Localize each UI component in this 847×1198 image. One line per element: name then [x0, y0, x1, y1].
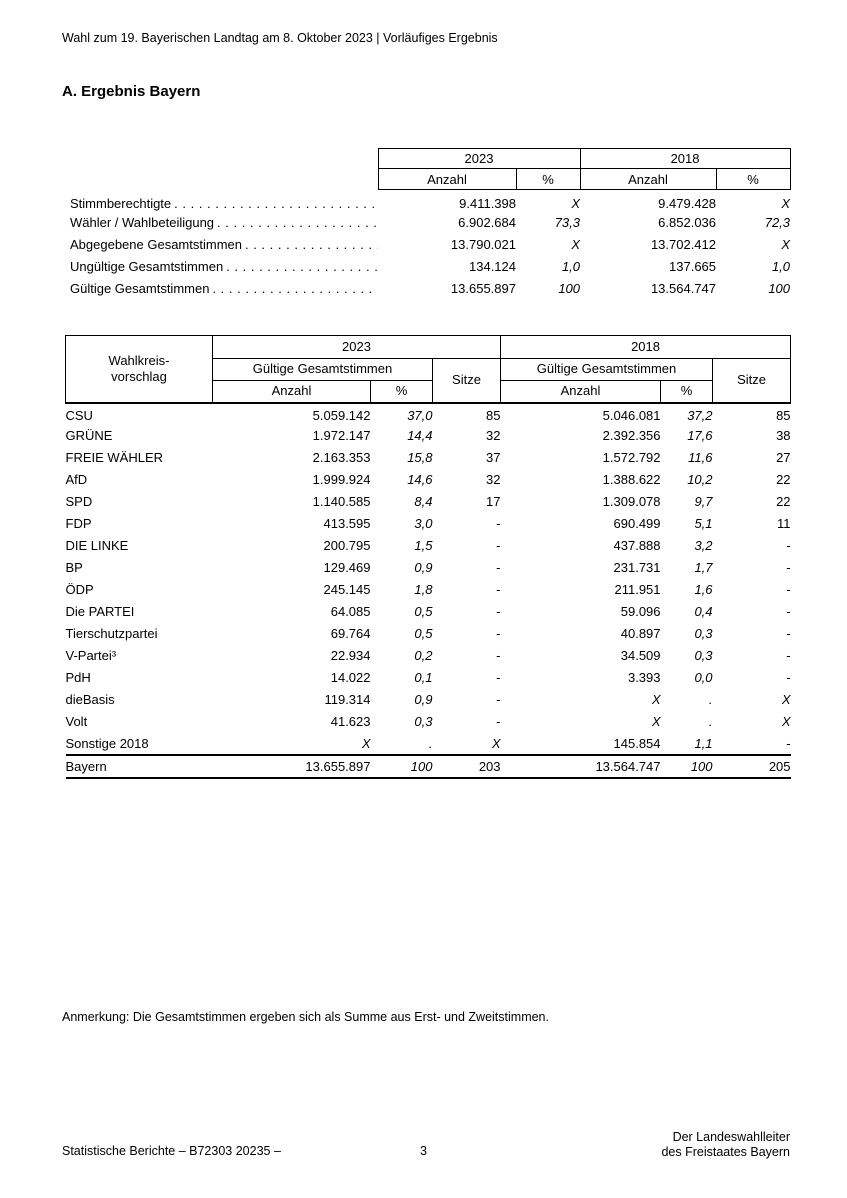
party-value-cell: - — [786, 626, 791, 641]
party-value-cell: 17,6 — [687, 428, 713, 443]
summary-subheader-anzahl-2018: Anzahl — [580, 169, 716, 190]
summary-header-row-sub — [70, 169, 790, 190]
party-subheader-pct-2023: % — [371, 381, 433, 403]
party-value-cell: 15,8 — [407, 450, 433, 465]
party-value-cell: 38 — [776, 428, 791, 443]
party-value-cell: 3.393 — [627, 670, 661, 685]
party-value-cell: - — [496, 582, 501, 597]
party-value-cell: 0,1 — [414, 670, 433, 685]
party-year-2018: 2018 — [501, 336, 791, 359]
party-value-cell: 0,5 — [414, 604, 433, 619]
section-title: A. Ergebnis Bayern — [62, 83, 201, 100]
party-name: FREIE WÄHLER — [65, 450, 164, 465]
summary-value-cell: X — [571, 196, 581, 212]
party-value-cell: 22 — [776, 494, 791, 509]
summary-row — [70, 256, 790, 278]
party-value-cell: 22.934 — [330, 648, 371, 663]
summary-corner-spacer — [70, 149, 378, 169]
party-value-cell: - — [496, 516, 501, 531]
party-value-cell: 200.795 — [323, 538, 371, 553]
party-value-cell: 205 — [713, 755, 791, 778]
party-row — [66, 689, 791, 711]
party-value-cell: 0,2 — [414, 648, 433, 663]
party-value-cell: - — [496, 714, 501, 729]
party-value-cell: 85 — [776, 408, 791, 423]
summary-subheader-pct-2018: % — [716, 169, 790, 190]
summary-row-label — [70, 212, 378, 234]
party-value-cell: 231.731 — [613, 560, 661, 575]
summary-row — [70, 212, 790, 234]
party-value-cell: 413.595 — [323, 516, 371, 531]
party-value-cell: X — [651, 692, 661, 707]
party-value-cell: 1,1 — [694, 735, 713, 751]
party-value-cell: 1.140.585 — [312, 494, 371, 509]
summary-value-cell: 72,3 — [764, 215, 791, 230]
summary-value-cell: 13.790.021 — [450, 237, 516, 252]
party-value-cell: 0,5 — [414, 626, 433, 641]
footer-publisher — [661, 1130, 790, 1160]
summary-subheader-anzahl-2023: Anzahl — [378, 169, 516, 190]
party-value-cell: - — [496, 560, 501, 575]
party-value-cell: 8,4 — [414, 494, 433, 509]
party-value-cell: . — [708, 714, 713, 729]
party-value-cell: 40.897 — [620, 626, 661, 641]
party-value-cell: 14,6 — [407, 472, 433, 487]
page-number: 3 — [420, 1144, 427, 1158]
footer-series: Statistische Berichte – B72303 20235 – — [62, 1144, 281, 1158]
party-value-cell: 41.623 — [330, 714, 371, 729]
summary-row-label-text: Abgegebene Gesamtstimmen — [70, 237, 242, 252]
party-name: ÖDP — [65, 582, 94, 597]
party-name: AfD — [65, 472, 88, 487]
party-value-cell: 245.145 — [323, 582, 371, 597]
party-value-cell: 22 — [776, 472, 791, 487]
party-year-2023: 2023 — [213, 336, 501, 359]
party-value-cell: 14.022 — [330, 670, 371, 685]
party-name: PdH — [65, 670, 91, 685]
summary-table-body — [70, 190, 790, 300]
party-row — [66, 601, 791, 623]
party-value-cell: 203 — [433, 755, 501, 778]
summary-row — [70, 278, 790, 300]
dot-leader — [217, 215, 378, 230]
party-table — [65, 335, 791, 779]
footnote: Anmerkung: Die Gesamtstimmen ergeben sich als Summe aus Erst- und Zweitstimmen. — [62, 1010, 549, 1024]
party-value-cell: 0,3 — [694, 626, 713, 641]
summary-year-2018: 2018 — [580, 149, 790, 169]
party-value-cell: 1,6 — [694, 582, 713, 597]
party-value-cell: 0,9 — [414, 560, 433, 575]
party-row — [66, 579, 791, 601]
party-value-cell: 32 — [486, 472, 501, 487]
party-corner-line1: Wahlkreis- — [108, 352, 170, 368]
party-corner-line2: vorschlag — [111, 368, 167, 384]
party-row — [66, 491, 791, 513]
summary-value-cell: 13.702.412 — [650, 237, 717, 252]
party-name: FDP — [65, 516, 92, 531]
party-value-cell: 64.085 — [330, 604, 371, 619]
party-value-cell: - — [496, 692, 501, 707]
summary-header-row-years — [70, 149, 790, 169]
party-value-cell: 211.951 — [614, 582, 661, 597]
party-value-cell: 69.764 — [330, 626, 371, 641]
summary-value-cell: 9.479.428 — [658, 196, 717, 212]
summary-row-label-text: Stimmberechtigte — [70, 196, 172, 211]
summary-value-cell: 13.655.897 — [450, 281, 516, 296]
party-name: V-Partei³ — [65, 648, 117, 663]
party-value-cell: - — [786, 582, 791, 597]
party-row — [66, 557, 791, 579]
dot-leader — [174, 196, 378, 211]
party-value-cell: - — [496, 670, 501, 685]
party-value-cell: 0,4 — [694, 604, 713, 619]
party-table-body — [66, 403, 791, 778]
party-value-cell: 11,6 — [688, 450, 713, 465]
party-value-cell: - — [496, 648, 501, 663]
summary-row-label — [70, 278, 378, 300]
party-row — [66, 425, 791, 447]
party-name: Sonstige 2018 — [65, 735, 149, 751]
party-value-cell: 10,2 — [687, 472, 713, 487]
party-value-cell: - — [786, 538, 791, 553]
party-value-cell: 690.499 — [613, 516, 661, 531]
party-name: dieBasis — [65, 692, 115, 707]
party-value-cell: . — [428, 735, 433, 751]
party-row — [66, 403, 791, 425]
summary-row-label — [70, 190, 378, 212]
party-name: Volt — [65, 714, 88, 729]
summary-value-cell: 100 — [558, 281, 581, 296]
party-value-cell: X — [781, 714, 791, 729]
party-value-cell: 100 — [371, 755, 433, 778]
summary-value-cell: X — [781, 237, 791, 252]
party-name: Bayern — [66, 755, 213, 778]
party-valid-votes-2023: Gültige Gesamtstimmen — [213, 359, 433, 381]
party-value-cell: 1.972.147 — [312, 428, 371, 443]
summary-value-cell: 1,0 — [771, 259, 791, 274]
party-value-cell: 1.388.622 — [602, 472, 661, 487]
party-value-cell: 1.572.792 — [602, 450, 661, 465]
party-valid-votes-2018: Gültige Gesamtstimmen — [501, 359, 713, 381]
party-row — [66, 645, 791, 667]
party-sitze-2023: Sitze — [433, 359, 501, 403]
party-value-cell: 0,0 — [694, 670, 713, 685]
party-value-cell: 2.392.356 — [602, 428, 661, 443]
party-value-cell: - — [786, 670, 791, 685]
party-value-cell: - — [786, 735, 791, 751]
party-name: Tierschutzpartei — [65, 626, 158, 641]
party-value-cell: . — [708, 692, 713, 707]
party-name: DIE LINKE — [65, 538, 129, 553]
party-value-cell: 3,2 — [694, 538, 713, 553]
summary-value-cell: 134.124 — [469, 259, 516, 274]
summary-table-header — [70, 149, 790, 190]
party-value-cell: - — [496, 626, 501, 641]
party-value-cell: 0,3 — [694, 648, 713, 663]
summary-row — [70, 190, 790, 212]
summary-row-label-text: Wähler / Wahlbeteiligung — [70, 215, 215, 230]
summary-value-cell: X — [781, 196, 791, 212]
summary-value-cell: 6.852.036 — [658, 215, 717, 230]
party-value-cell: 0,3 — [414, 714, 433, 729]
party-subheader-anzahl-2023: Anzahl — [213, 381, 371, 403]
party-row — [66, 733, 791, 755]
summary-row-label — [70, 234, 378, 256]
summary-value-cell: 9.411.398 — [459, 196, 516, 212]
party-corner-label — [66, 336, 213, 403]
dot-leader — [212, 281, 378, 296]
party-value-cell: 14,4 — [407, 428, 433, 443]
summary-row — [70, 234, 790, 256]
party-table-header — [66, 336, 791, 403]
party-value-cell: 3,0 — [414, 516, 433, 531]
party-value-cell: X — [651, 714, 661, 729]
party-value-cell: 0,9 — [414, 692, 433, 707]
document-header: Wahl zum 19. Bayerischen Landtag am 8. Oktober 2023 | Vorläufiges Ergebnis — [62, 31, 498, 45]
party-value-cell: 85 — [486, 408, 501, 423]
party-value-cell: X — [361, 735, 371, 751]
summary-value-cell: 13.564.747 — [650, 281, 717, 296]
party-name: SPD — [65, 494, 93, 509]
party-row — [66, 711, 791, 733]
dot-leader — [226, 259, 378, 274]
party-value-cell: 11 — [777, 516, 791, 531]
summary-value-cell: 1,0 — [561, 259, 581, 274]
party-value-cell: - — [496, 604, 501, 619]
party-value-cell: 100 — [661, 755, 713, 778]
summary-value-cell: 100 — [768, 281, 791, 296]
party-value-cell: 5,1 — [694, 516, 713, 531]
party-value-cell: 37,2 — [687, 408, 713, 423]
party-value-cell: 437.888 — [613, 538, 661, 553]
summary-value-cell: X — [571, 237, 581, 252]
party-value-cell: 37,0 — [407, 408, 433, 423]
party-value-cell: 145.854 — [613, 735, 661, 751]
party-value-cell: X — [491, 735, 501, 751]
party-row — [66, 513, 791, 535]
party-name: BP — [65, 560, 83, 575]
footer-publisher-line1: Der Landeswahlleiter — [672, 1130, 790, 1144]
party-value-cell: - — [786, 648, 791, 663]
party-row — [66, 535, 791, 557]
party-row — [66, 667, 791, 689]
party-value-cell: 27 — [776, 450, 791, 465]
party-value-cell: 1,7 — [694, 560, 713, 575]
summary-corner-spacer — [70, 169, 378, 190]
party-name: CSU — [65, 408, 93, 423]
party-total-row — [66, 755, 791, 778]
party-value-cell: 1,8 — [414, 582, 433, 597]
summary-row-label-text: Gültige Gesamtstimmen — [70, 281, 210, 296]
summary-table — [70, 148, 791, 300]
party-name: GRÜNE — [65, 428, 113, 443]
footer-publisher-line2: des Freistaates Bayern — [661, 1144, 790, 1159]
party-subheader-anzahl-2018: Anzahl — [501, 381, 661, 403]
party-value-cell: 17 — [486, 494, 501, 509]
party-row — [66, 447, 791, 469]
party-value-cell: 37 — [486, 450, 501, 465]
summary-subheader-pct-2023: % — [516, 169, 580, 190]
party-value-cell: 34.509 — [620, 648, 661, 663]
summary-value-cell: 73,3 — [554, 215, 581, 230]
party-value-cell: 9,7 — [694, 494, 713, 509]
party-value-cell: 1.309.078 — [602, 494, 661, 509]
party-value-cell: 119.314 — [324, 692, 371, 707]
party-name: Die PARTEI — [65, 604, 135, 619]
dot-leader — [245, 237, 378, 252]
summary-value-cell: 137.665 — [669, 259, 717, 274]
party-value-cell: 59.096 — [620, 604, 661, 619]
summary-row-label-text: Ungültige Gesamtstimmen — [70, 259, 224, 274]
party-value-cell: 13.564.747 — [501, 755, 661, 778]
party-value-cell: - — [786, 560, 791, 575]
party-value-cell: X — [781, 692, 791, 707]
party-sitze-2018: Sitze — [713, 359, 791, 403]
party-value-cell: 13.655.897 — [213, 755, 371, 778]
party-value-cell: - — [496, 538, 501, 553]
party-row — [66, 623, 791, 645]
party-value-cell: 5.046.081 — [602, 408, 661, 423]
party-value-cell: 1.999.924 — [312, 472, 371, 487]
party-value-cell: - — [786, 604, 791, 619]
party-value-cell: 2.163.353 — [312, 450, 371, 465]
party-header-row-years — [66, 336, 791, 359]
summary-value-cell: 6.902.684 — [458, 215, 516, 230]
party-value-cell: 129.469 — [323, 560, 371, 575]
summary-row-label — [70, 256, 378, 278]
party-value-cell: 32 — [486, 428, 501, 443]
party-row — [66, 469, 791, 491]
summary-year-2023: 2023 — [378, 149, 580, 169]
party-value-cell: 5.059.142 — [312, 408, 371, 423]
party-value-cell: 1,5 — [414, 538, 433, 553]
party-subheader-pct-2018: % — [661, 381, 713, 403]
